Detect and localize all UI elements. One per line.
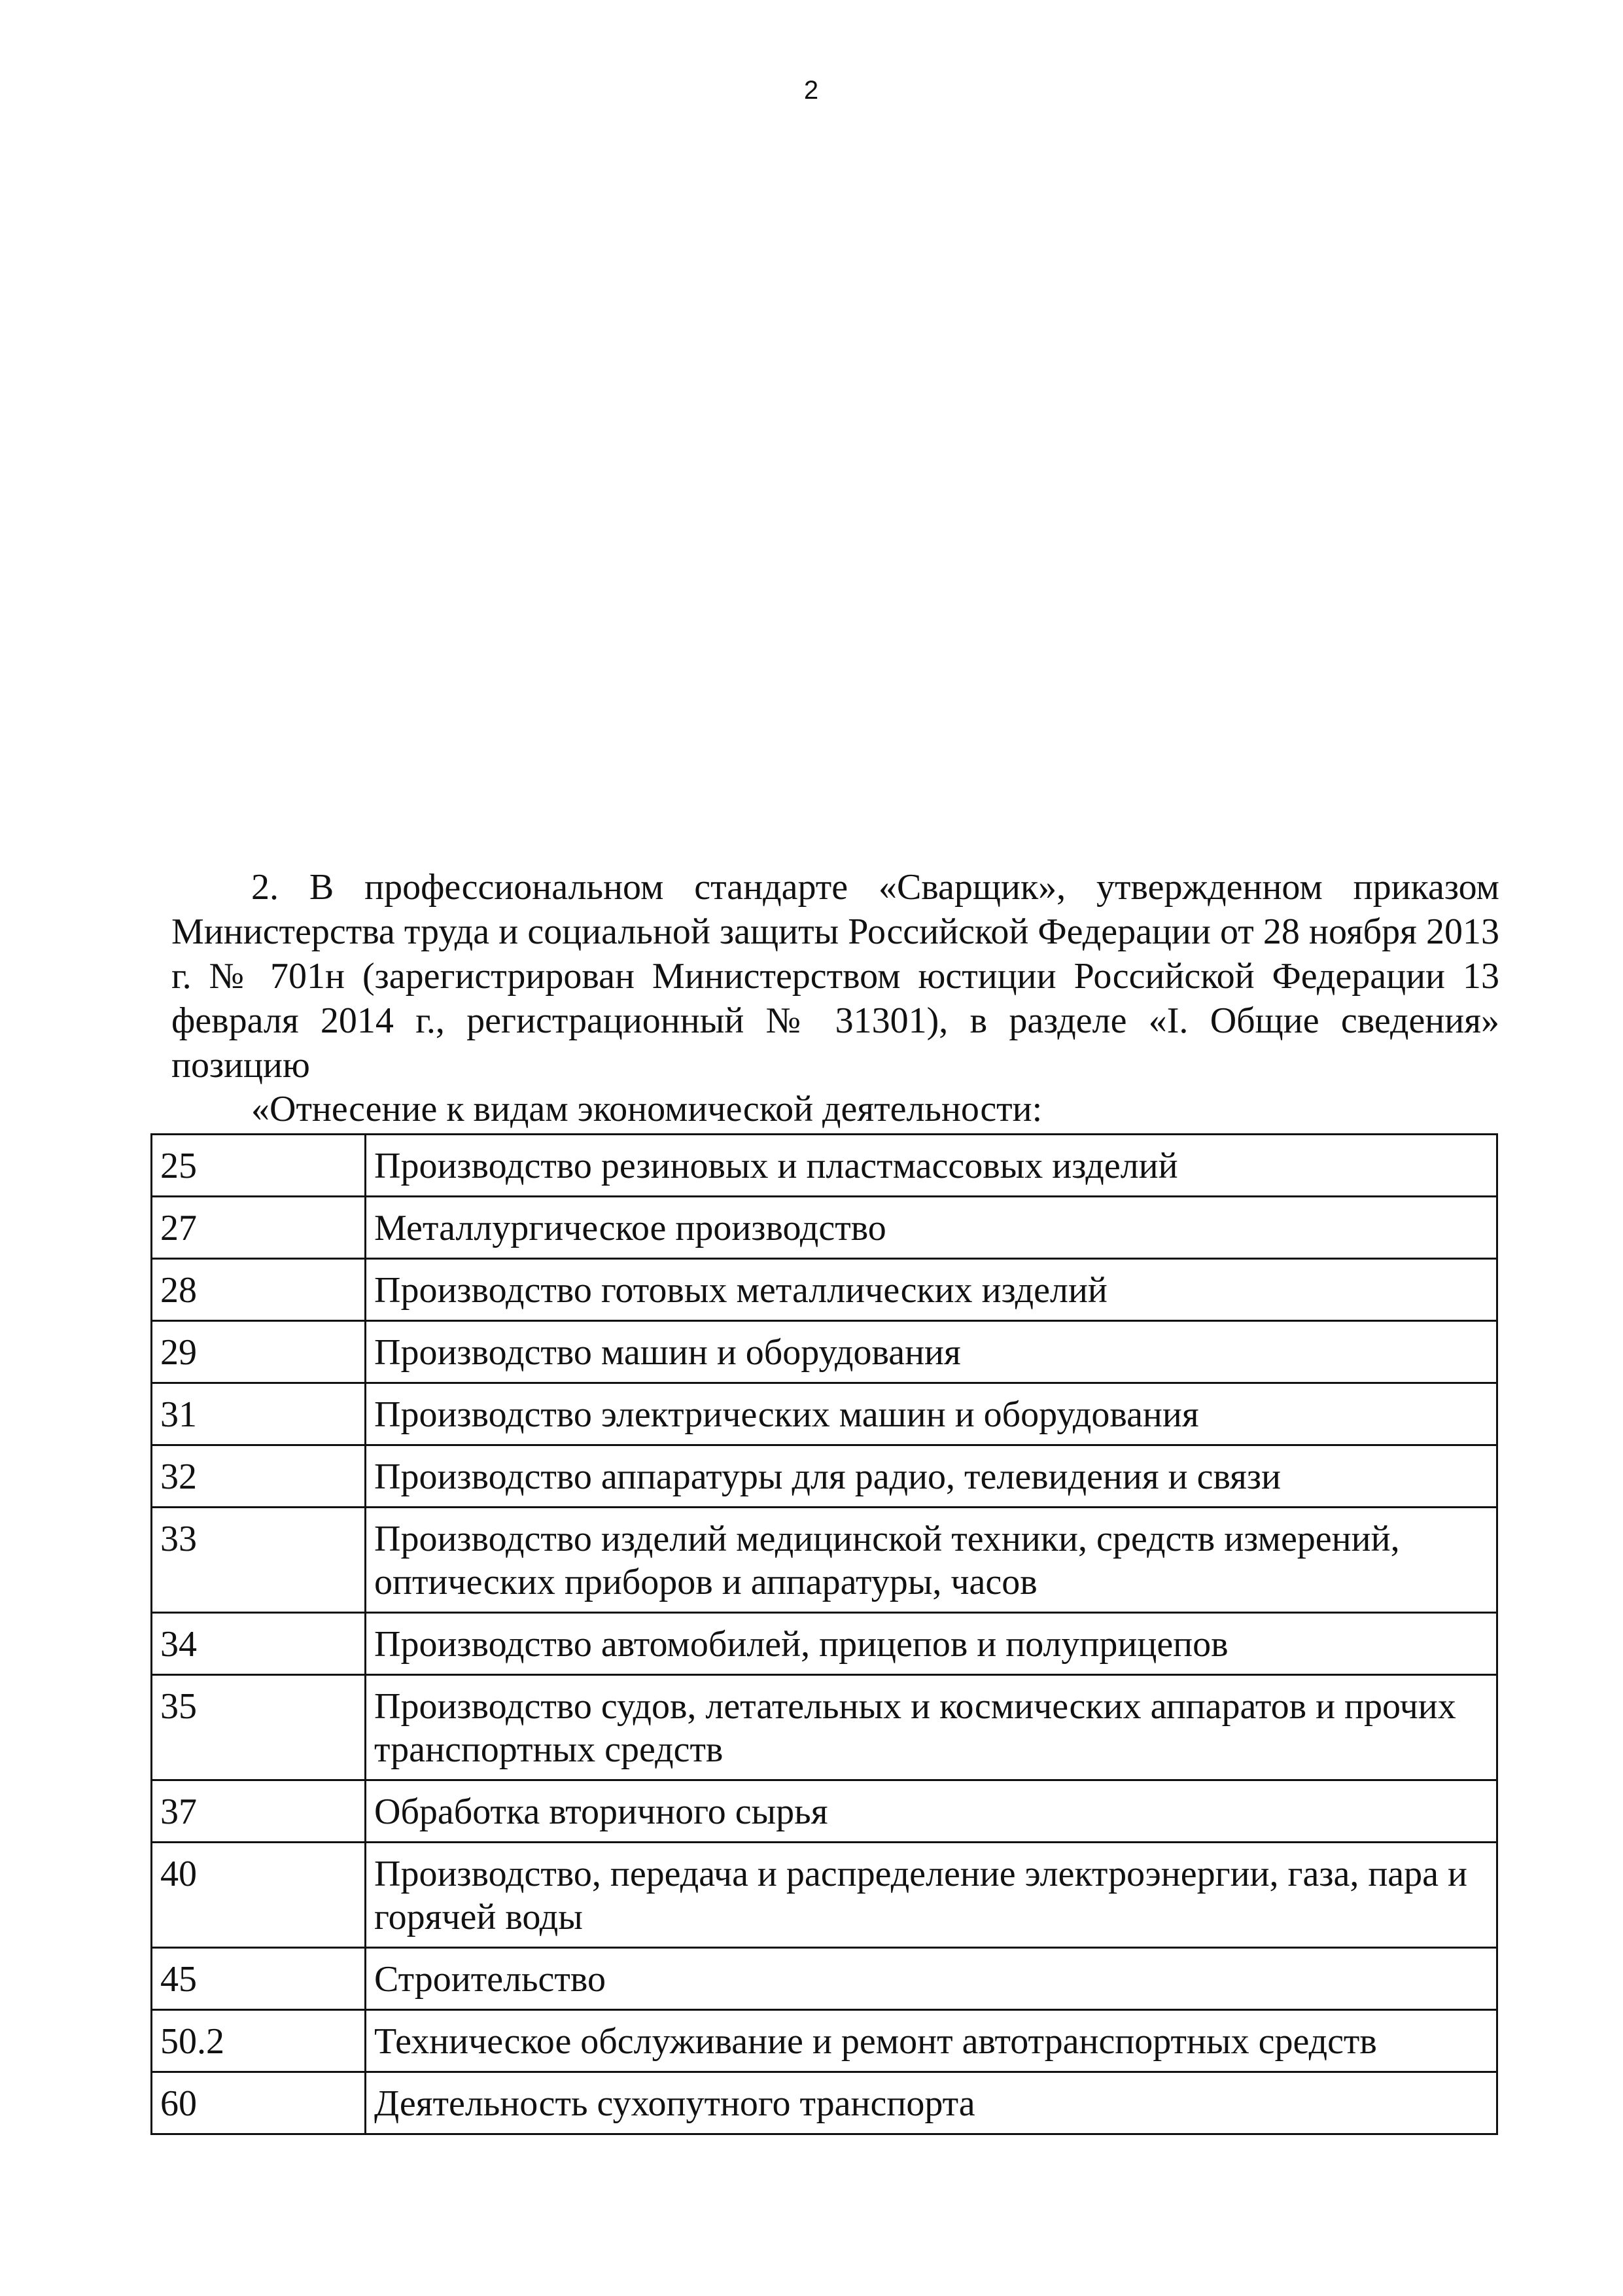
amendment-text: 2. В профессиональном стандарте «Сварщик», утвержденном приказом Министерства труда и социальной защиты Российской Федерации от 28 ноября 2013 г. № 701н (зарегистрирован Министерством юстиции Российской Федерации 13 февраля 2014 г., регистрационный № 31301), в разделе «I. Общие сведения» позицию [171,867,1499,1086]
okved-code-cell: 35 [152,1675,366,1780]
table-row [152,1508,1497,1613]
activity-description-cell: Строительство [366,1948,1497,2010]
okved-code-cell: 31 [152,1383,366,1445]
okved-code-cell: 37 [152,1780,366,1843]
activity-description-cell: Производство готовых металлических изделий [366,1259,1497,1321]
table-row [152,1259,1497,1321]
okved-code-cell: 50.2 [152,2010,366,2072]
table-row [152,1445,1497,1508]
activity-description-cell: Производство изделий медицинской техники, средств измерений, оптических приборов и аппаратуры, часов [366,1508,1497,1613]
okved-code-cell: 60 [152,2072,366,2134]
okved-code-cell: 29 [152,1321,366,1383]
activity-description-cell: Производство автомобилей, прицепов и полуприцепов [366,1613,1497,1675]
okved-code-cell: 27 [152,1197,366,1259]
activity-description-cell: Производство машин и оборудования [366,1321,1497,1383]
table-row [152,1613,1497,1675]
activity-description-cell: Деятельность сухопутного транспорта [366,2072,1497,2134]
okved-code-cell: 40 [152,1843,366,1948]
activity-description-cell: Производство резиновых и пластмассовых изделий [366,1135,1497,1197]
activity-description-cell: Обработка вторичного сырья [366,1780,1497,1843]
table-row [152,1383,1497,1445]
table-row [152,1948,1497,2010]
okved-code-cell: 32 [152,1445,366,1508]
table-row [152,1197,1497,1259]
okved-code-cell: 45 [152,1948,366,2010]
activity-description-cell: Производство, передача и распределение электроэнергии, газа, пара и горячей воды [366,1843,1497,1948]
activity-description-cell: Металлургическое производство [366,1197,1497,1259]
table-row [152,2010,1497,2072]
page-number: 2 [803,76,819,105]
okved-table-body [152,1135,1497,2134]
amendment-paragraph [171,865,1499,1087]
okved-code-cell: 25 [152,1135,366,1197]
activity-description-cell: Производство электрических машин и оборудования [366,1383,1497,1445]
table-row [152,1843,1497,1948]
okved-table [150,1133,1498,2135]
okved-code-cell: 34 [152,1613,366,1675]
activity-description-cell: Производство судов, летательных и космических аппаратов и прочих транспортных средств [366,1675,1497,1780]
table-row [152,1135,1497,1197]
okved-code-cell: 28 [152,1259,366,1321]
table-row [152,1780,1497,1843]
activity-description-cell: Производство аппаратуры для радио, телевидения и связи [366,1445,1497,1508]
activity-description-cell: Техническое обслуживание и ремонт автотранспортных средств [366,2010,1497,2072]
okved-code-cell: 33 [152,1508,366,1613]
table-row [152,2072,1497,2134]
table-intro: «Отнесение к видам экономической деятельности: [251,1089,1043,1129]
table-row [152,1321,1497,1383]
table-row [152,1675,1497,1780]
